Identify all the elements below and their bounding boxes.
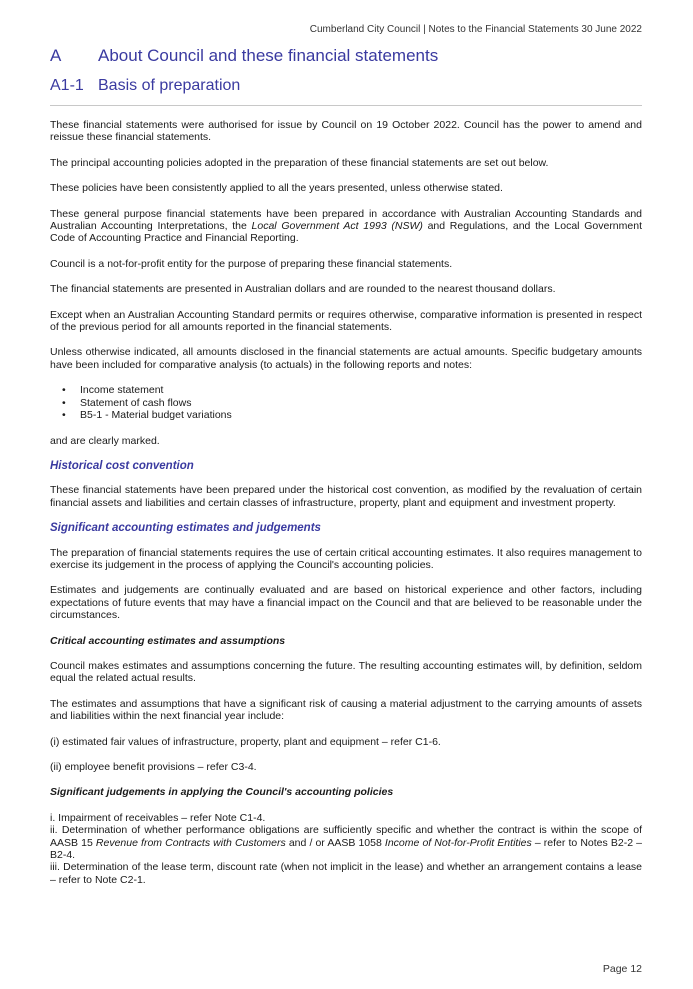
- list-item: iii. Determination of the lease term, discount rate (when not implicit in the lease) and whether an arrangement contains a lease – refer to Note C2-1.: [50, 861, 642, 886]
- paragraph: The principal accounting policies adopted in the preparation of these financial statements are set out below.: [50, 156, 549, 169]
- paragraph: These financial statements have been prepared under the historical cost convention, as modified by the revaluation of certain financial assets and liabilities and certain classes of infrastructure, property, plant and equipment and investment property.: [50, 484, 642, 509]
- paragraph: Estimates and judgements are continually evaluated and are based on historical experience and other factors, including expectations of future events that may have a financial impact on the Council and that are believed to be reasonable under the circumstances.: [50, 584, 642, 622]
- paragraph: The financial statements are presented in Australian dollars and are rounded to the nearest thousand dollars.: [50, 283, 556, 296]
- list-item: • Statement of cash flows: [50, 397, 642, 409]
- subsection-heading: [50, 77, 240, 95]
- paragraph: Council makes estimates and assumptions concerning the future. The resulting accounting estimates will, by definition, seldom equal the related actual results.: [50, 659, 642, 685]
- paragraph: Except when an Australian Accounting Standard permits or requires otherwise, comparative information is presented in respect of the previous period for all amounts reported in the financial statements.: [50, 308, 642, 334]
- paragraph: The preparation of financial statements requires the use of certain critical accounting estimates. It also requires management to exercise its judgement in the process of applying the Council's accounting policies.: [50, 546, 642, 571]
- paragraph: (i) estimated fair values of infrastructure, property, plant and equipment – refer C1-6.: [50, 735, 441, 748]
- document-body: [50, 119, 642, 886]
- judgements-list: [50, 812, 642, 886]
- text-run: These general purpose financial statements have been prepared in accordance with Australian Accounting Standards and Australian Accounting Interpretations, the: [50, 207, 642, 233]
- list-item: i. Impairment of receivables – refer Note C1-4.: [50, 811, 266, 824]
- running-header: Cumberland City Council | Notes to the Financial Statements 30 June 2022: [309, 24, 642, 35]
- paragraph: The estimates and assumptions that have a significant risk of causing a material adjustment to the carrying amounts of assets and liabilities within the next financial year include:: [50, 697, 642, 723]
- paragraph: Unless otherwise indicated, all amounts disclosed in the financial statements are actual amounts. Specific budgetary amounts have been included for comparative analysis (to actuals) in the following reports and notes:: [50, 346, 642, 371]
- subsection-number: A1-1: [50, 77, 84, 94]
- page-number: Page 12: [602, 963, 642, 975]
- list-item: [50, 824, 642, 861]
- paragraph: [50, 208, 642, 245]
- estimates-heading: Significant accounting estimates and judgements: [50, 522, 321, 535]
- text-run: ii. Determination of whether performance obligations are sufficiently specific and whether the contract is within the scope of AASB 15: [50, 824, 642, 849]
- standard-title: Income of Not-for-Profit Entities: [384, 836, 532, 849]
- paragraph: and are clearly marked.: [50, 434, 160, 447]
- historical-cost-heading: Historical cost convention: [50, 459, 194, 472]
- text-run: and / or AASB 1058: [285, 836, 385, 849]
- list-item: • Income statement: [50, 384, 642, 396]
- standard-title: Revenue from Contracts with Customers: [95, 836, 286, 849]
- paragraph: (ii) employee benefit provisions – refer C3-4.: [50, 761, 257, 773]
- paragraph: These policies have been consistently applied to all the years presented, unless otherwise stated.: [50, 182, 503, 195]
- paragraph: These financial statements were authorised for issue by Council on 19 October 2022. Council has the power to amend and reissue these financial statements.: [50, 119, 642, 144]
- judgements-heading: Significant judgements in applying the Council's accounting policies: [50, 786, 394, 799]
- section-number: A: [50, 46, 62, 65]
- section-title: About Council and these financial statements: [98, 46, 439, 65]
- critical-estimates-heading: Critical accounting estimates and assumptions: [50, 634, 286, 647]
- act-title: Local Government Act 1993 (NSW): [251, 220, 423, 233]
- text-run: and Regulations, and the Local Government Code of Accounting Practice and Financial Reporting.: [50, 220, 642, 245]
- bullet-list: [50, 384, 642, 421]
- text-run: – refer to Notes B2-2 – B2-4.: [50, 836, 642, 862]
- paragraph: Council is a not-for-profit entity for the purpose of preparing these financial statements.: [50, 257, 453, 270]
- section-heading: [50, 46, 438, 66]
- subsection-title: Basis of preparation: [98, 77, 241, 94]
- heading-divider: [50, 105, 642, 106]
- list-item: • B5-1 - Material budget variations: [50, 409, 642, 421]
